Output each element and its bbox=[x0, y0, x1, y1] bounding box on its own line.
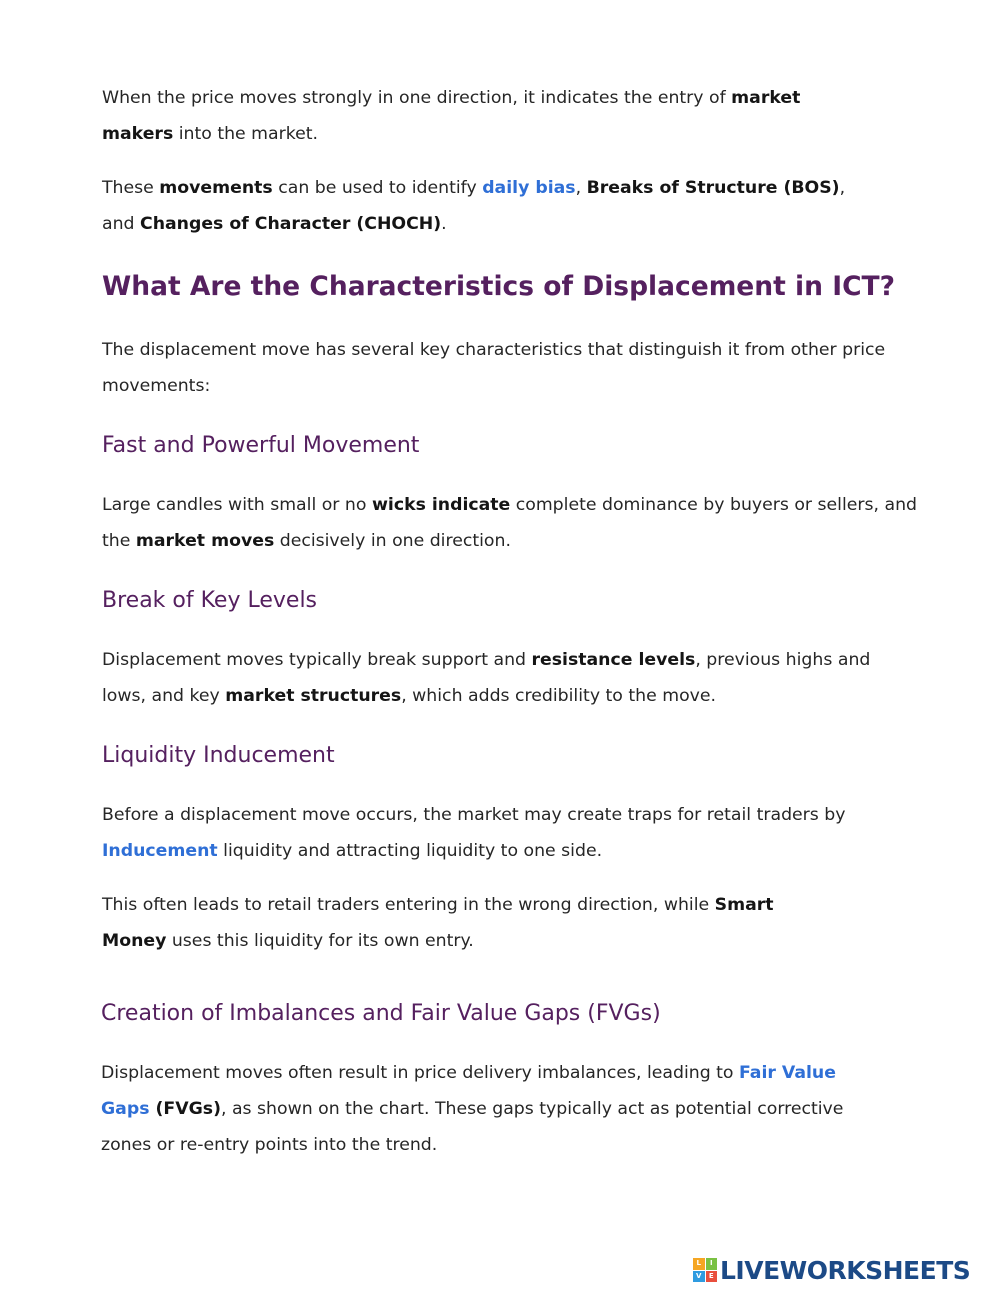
bold-market-structures: market structures bbox=[225, 686, 402, 706]
paragraph-characteristics-intro: The displacement move has several key characteristics that distinguish it from other price movements: bbox=[102, 340, 886, 396]
paragraph-smart-money bbox=[102, 887, 822, 959]
text: uses this liquidity for its own entry. bbox=[166, 931, 474, 951]
text: This often leads to retail traders entering in the wrong direction, while bbox=[102, 895, 715, 915]
inducement-link[interactable]: Inducement bbox=[102, 841, 218, 861]
text: can be used to identify bbox=[272, 178, 483, 198]
heading-liquidity-inducement: Liquidity Inducement bbox=[102, 743, 335, 768]
text: When the price moves strongly in one direction, it indicates the entry of bbox=[102, 88, 732, 108]
logo-badge-letter-v: V bbox=[693, 1271, 705, 1283]
bold-resistance-levels: resistance levels bbox=[531, 650, 696, 670]
text: Displacement moves often result in price delivery imbalances, leading to bbox=[101, 1063, 739, 1083]
heading-imbalances-fvgs: Creation of Imbalances and Fair Value Gaps (FVGs) bbox=[101, 1001, 661, 1026]
text: . bbox=[441, 214, 447, 234]
fair-value-gaps-link[interactable]: Fair Value Gaps bbox=[101, 1063, 836, 1119]
bold-market-moves: market moves bbox=[135, 531, 275, 551]
logo-badge-icon bbox=[693, 1258, 717, 1282]
paragraph-liquidity-traps bbox=[102, 797, 892, 869]
bold-market-makers: market makers bbox=[102, 88, 801, 144]
text: Before a displacement move occurs, the market may create traps for retail traders by bbox=[102, 805, 846, 825]
bold-bos: Breaks of Structure (BOS) bbox=[586, 178, 840, 198]
text: These bbox=[102, 178, 160, 198]
heading-fast-powerful: Fast and Powerful Movement bbox=[102, 433, 420, 458]
paragraph-market-makers bbox=[102, 80, 862, 152]
paragraph-fast-powerful bbox=[102, 487, 922, 559]
text: , and bbox=[102, 178, 846, 234]
bold-smart-money: Smart Money bbox=[102, 895, 774, 951]
text: , which adds credibility to the move. bbox=[401, 686, 716, 706]
text: complete dominance by buyers or sellers, and the bbox=[102, 495, 918, 551]
bold-fvgs: (FVGs) bbox=[149, 1099, 221, 1119]
text: into the market. bbox=[173, 124, 318, 144]
bold-movements: movements bbox=[159, 178, 273, 198]
logo-badge-letter-e: E bbox=[706, 1271, 718, 1283]
paragraph-fvgs bbox=[101, 1055, 871, 1163]
daily-bias-link[interactable]: daily bias bbox=[482, 178, 576, 198]
bold-choch: Changes of Character (CHOCH) bbox=[140, 214, 442, 234]
paragraph-movements bbox=[102, 170, 862, 242]
text: liquidity and attracting liquidity to one side. bbox=[217, 841, 603, 861]
main-heading: What Are the Characteristics of Displacement in ICT? bbox=[102, 271, 895, 302]
text: , previous highs and lows, and key bbox=[102, 650, 871, 706]
paragraph-break-key-levels bbox=[102, 642, 902, 714]
text: , as shown on the chart. These gaps typically act as potential corrective zones or re-entry points into the trend. bbox=[101, 1099, 844, 1155]
heading-break-key-levels: Break of Key Levels bbox=[102, 588, 318, 613]
text: , bbox=[575, 178, 587, 198]
logo-text: LIVEWORKSHEETS bbox=[720, 1255, 971, 1285]
bold-wicks-indicate: wicks indicate bbox=[371, 495, 511, 515]
text: decisively in one direction. bbox=[274, 531, 511, 551]
liveworksheets-logo[interactable] bbox=[693, 1255, 970, 1285]
logo-badge-letter-l: L bbox=[693, 1258, 705, 1270]
text: Displacement moves typically break support and bbox=[102, 650, 532, 670]
logo-badge-letter-i: I bbox=[706, 1258, 718, 1270]
text: Large candles with small or no bbox=[102, 495, 372, 515]
